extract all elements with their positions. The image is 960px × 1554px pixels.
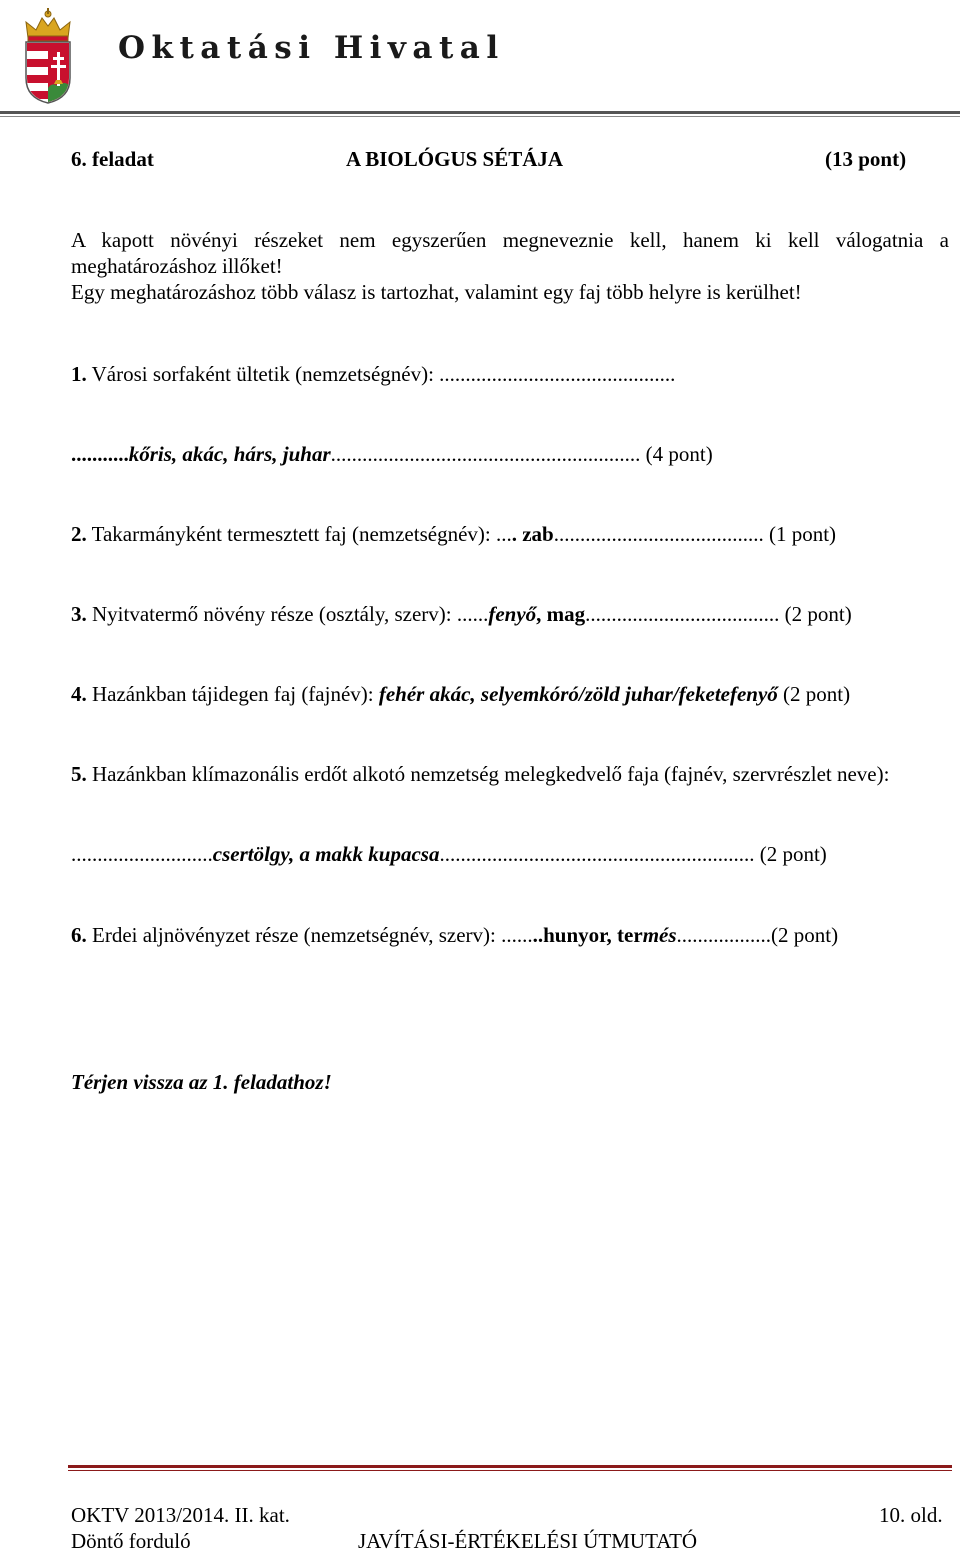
header-rule xyxy=(0,111,960,114)
question-number: 2. xyxy=(71,522,87,546)
answer-text: kőris, akác, hárs, juhar xyxy=(128,442,331,466)
footer-exam-name: OKTV 2013/2014. II. kat. xyxy=(71,1503,290,1527)
answer-trailer: ..................(2 pont) xyxy=(676,923,839,947)
footer-page-number: 10. old. xyxy=(879,1503,943,1527)
question-5 xyxy=(71,761,889,787)
footer-rule xyxy=(68,1465,952,1468)
question-number: 3. xyxy=(71,602,87,626)
footer-doc-title: JAVÍTÁSI-ÉRTÉKELÉSI ÚTMUTATÓ xyxy=(358,1529,698,1553)
answer-text-italic: fenyő xyxy=(488,602,537,626)
question-6 xyxy=(71,922,838,948)
intro-line-1: A kapott növényi részeket nem egyszerűen megneveznie kell, hanem ki kell válogatnia a meghatározáshoz illőket! xyxy=(71,228,949,278)
question-number: 1. xyxy=(71,362,87,386)
answer-text: csertölgy, a makk kupacsa xyxy=(212,842,440,866)
question-number: 5. xyxy=(71,762,87,786)
answer-text: fehér akác, selyemkóró/zöld juhar/feketefenyő xyxy=(378,682,778,706)
question-prompt: Nyitvatermő növény része (osztály, szerv): ...... xyxy=(86,602,489,626)
question-prompt: Takarmányként termesztett faj (nemzetségnév): ... xyxy=(86,522,512,546)
task-points: (13 pont) xyxy=(825,147,907,171)
question-5-answer xyxy=(71,841,827,867)
answer-trailer: (2 pont) xyxy=(777,682,851,706)
answer-leader: ........................... xyxy=(71,842,213,866)
answer-trailer: ........................................ (1 pont) xyxy=(553,522,837,546)
answer-leader: ........... xyxy=(71,442,129,466)
footer-rule-thin xyxy=(68,1470,952,1471)
answer-trailer: ........................................................... (4 pont) xyxy=(330,442,713,466)
question-1 xyxy=(71,361,675,387)
question-1-answer xyxy=(71,441,713,467)
intro-paragraph xyxy=(71,227,949,305)
intro-line-2: Egy meghatározáshoz több válasz is tartozhat, valamint egy faj több helyre is kerülhet! xyxy=(71,280,802,304)
question-3 xyxy=(71,601,852,627)
task-title: A BIOLÓGUS SÉTÁJA xyxy=(346,147,564,171)
question-prompt: Hazánkban tájidegen faj (fajnév): xyxy=(86,682,379,706)
organization-name: Oktatási Hivatal xyxy=(118,30,505,66)
answer-trailer: ............................................................ (2 pont) xyxy=(439,842,827,866)
answer-text-italic: més xyxy=(642,923,677,947)
question-4 xyxy=(71,681,850,707)
answer-trailer: ..................................... (2 pont) xyxy=(585,602,852,626)
footer-round: Döntő forduló xyxy=(71,1529,191,1553)
question-prompt: Erdei aljnövényzet része (nemzetségnév, szerv): ...... xyxy=(86,923,533,947)
question-prompt: Hazánkban klímazonális erdőt alkotó nemzetség melegkedvelő faja (fajnév, szervrészlet neve): xyxy=(86,762,890,786)
task-number: 6. feladat xyxy=(71,147,154,171)
question-number: 6. xyxy=(71,923,87,947)
answer-text: , mag xyxy=(536,602,586,626)
header-rule-thin xyxy=(0,116,960,117)
hungarian-coat-of-arms-icon xyxy=(20,8,76,109)
question-2 xyxy=(71,521,836,547)
answer-text: ..hunyor, ter xyxy=(532,923,643,947)
question-prompt: Városi sorfaként ültetik (nemzetségnév): ............................................. xyxy=(86,362,676,386)
answer-text: . zab xyxy=(511,522,554,546)
question-number: 4. xyxy=(71,682,87,706)
closing-instruction: Térjen vissza az 1. feladathoz! xyxy=(71,1070,332,1094)
